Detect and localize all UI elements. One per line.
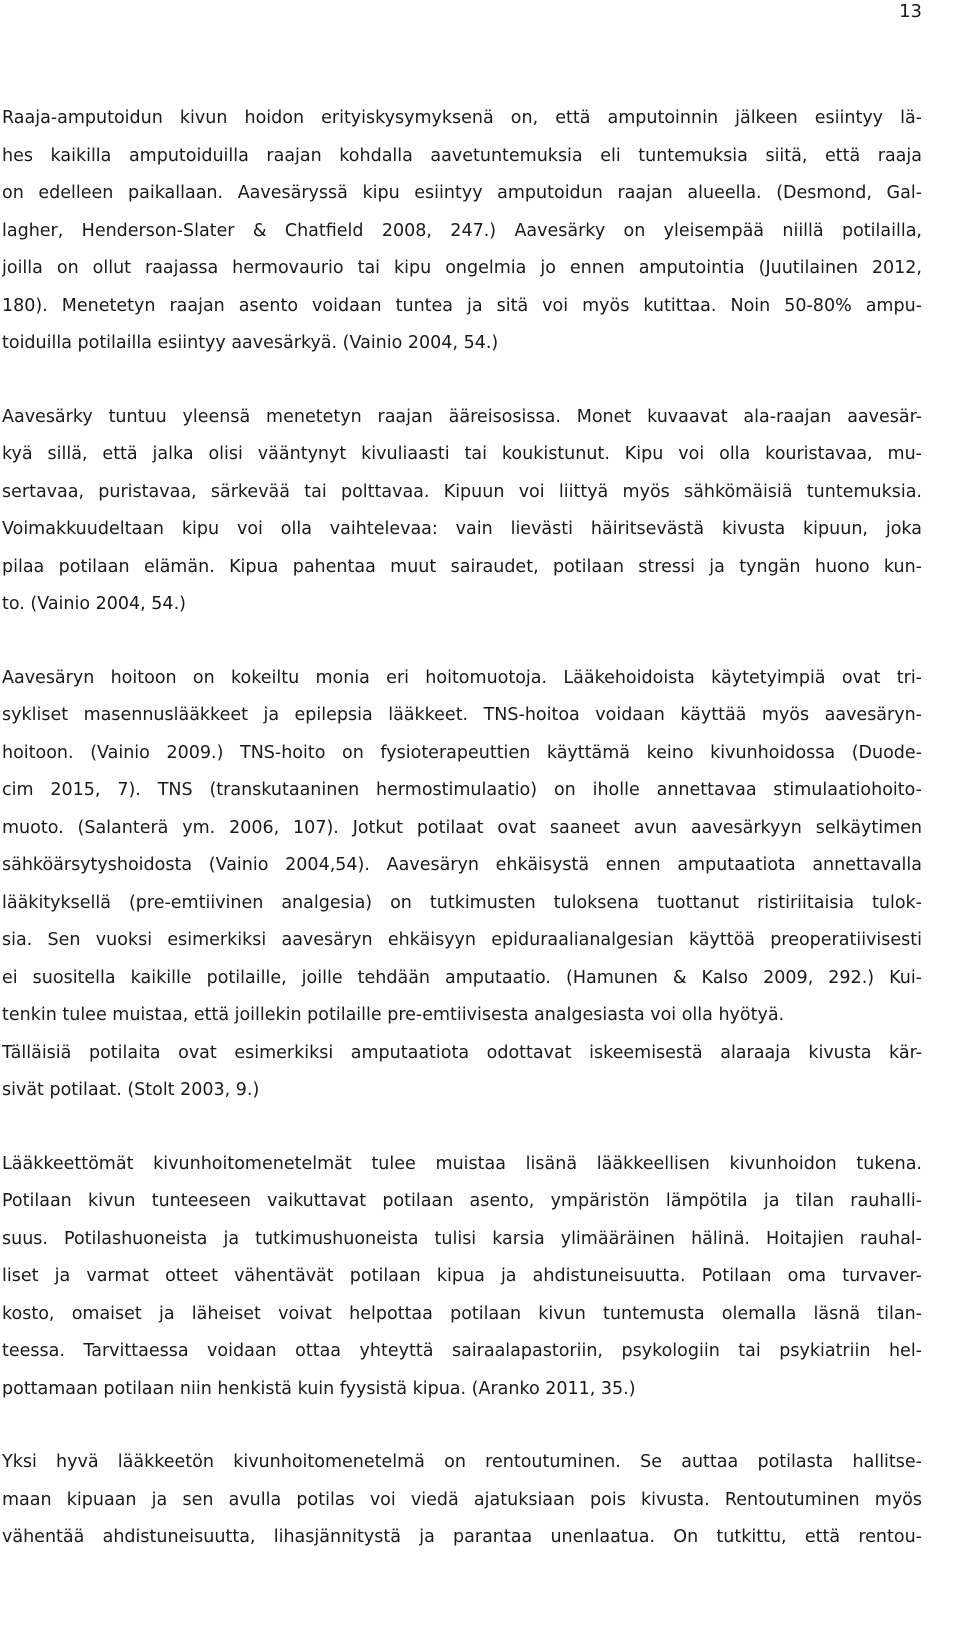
text-line: cim 2015, 7). TNS (transkutaaninen hermostimulaatio) on iholle annettavaa stimulaatiohoito- xyxy=(2,780,922,800)
text-line: joilla on ollut raajassa hermovaurio tai kipu ongelmia jo ennen amputointia (Juutilainen 2012, xyxy=(2,258,922,278)
text-line: suus. Potilashuoneista ja tutkimushuoneista tulisi karsia ylimääräinen hälinä. Hoitajien rauhal- xyxy=(2,1228,922,1249)
text-line: sia. Sen vuoksi esimerkiksi aavesäryn ehkäisyyn epiduraalianalgesian käyttöä preoperatiivisesti xyxy=(2,930,922,950)
text-line: Aavesärky tuntuu yleensä menetetyn raajan ääreisosissa. Monet kuvaavat ala-raajan aavesär- xyxy=(2,406,922,427)
text-line: Potilaan kivun tunteeseen vaikuttavat potilaan asento, ympäristön lämpötila ja tilan rauhalli- xyxy=(2,1191,922,1211)
text-line: sertavaa, puristavaa, särkevää tai polttavaa. Kipuun voi liittyä myös sähkömäisiä tuntemuksia. xyxy=(2,481,922,502)
text-line: kyä sillä, että jalka olisi vääntynyt kivuliaasti tai koukistunut. Kipu voi olla kouristavaa, mu- xyxy=(2,444,922,464)
paragraph xyxy=(2,1146,922,1409)
text-line: to. (Vainio 2004, 54.) xyxy=(2,594,186,614)
text-line: maan kipuaan ja sen avulla potilas voi viedä ajatuksiaan pois kivusta. Rentoutuminen myös xyxy=(2,1489,922,1510)
paragraph xyxy=(2,100,922,363)
text-line: sähköärsytyshoidosta (Vainio 2004,54). Aavesäryn ehkäisystä ennen amputaatiota annettavalla xyxy=(2,855,922,875)
text-line: pottamaan potilaan niin henkistä kuin fyysistä kipua. (Aranko 2011, 35.) xyxy=(2,1378,636,1399)
text-line: lääkityksellä (pre-emtiivinen analgesia) on tutkimusten tuloksena tuottanut ristiriitaisia tulok- xyxy=(2,892,922,913)
text-line: Tälläisiä potilaita ovat esimerkiksi amputaatiota odottavat iskeemisestä alaraaja kivusta kär- xyxy=(2,1042,922,1063)
text-line: ei suositella kaikille potilaille, joille tehdään amputaatio. (Hamunen & Kalso 2009, 292.) Kui- xyxy=(2,967,922,988)
paragraph xyxy=(2,660,922,1110)
text-line: sivät potilaat. (Stolt 2003, 9.) xyxy=(2,1080,260,1100)
text-line: Raaja-amputoidun kivun hoidon erityiskysymyksenä on, että amputoinnin jälkeen esiintyy lä- xyxy=(2,108,922,128)
page-number: 13 xyxy=(899,1,922,22)
text-line: Voimakkuudeltaan kipu voi olla vaihtelevaa: vain lievästi häiritsevästä kivusta kipuun, joka xyxy=(2,519,922,539)
text-line: teessa. Tarvittaessa voidaan ottaa yhteyttä sairaalapastoriin, psykologiin tai psykiatriin hel- xyxy=(2,1341,922,1361)
paragraph xyxy=(2,1444,922,1557)
text-line: Aavesäryn hoitoon on kokeiltu monia eri hoitomuotoja. Lääkehoidoista käytetyimpiä ovat tri- xyxy=(2,667,922,688)
text-line: lagher, Henderson-Slater & Chatfield 2008, 247.) Aavesärky on yleisempää niillä potilailla, xyxy=(2,220,922,241)
text-line: 180). Menetetyn raajan asento voidaan tuntea ja sitä voi myös kutittaa. Noin 50-80% ampu- xyxy=(2,295,922,316)
text-line: pilaa potilaan elämän. Kipua pahentaa muut sairaudet, potilaan stressi ja tyngän huono kun- xyxy=(2,556,922,577)
text-line: kosto, omaiset ja läheiset voivat helpottaa potilaan kivun tuntemusta olemalla läsnä tilan- xyxy=(2,1303,922,1324)
text-line: Yksi hyvä lääkkeetön kivunhoitomenetelmä on rentoutuminen. Se auttaa potilasta hallitse- xyxy=(2,1452,922,1472)
text-line: hes kaikilla amputoiduilla raajan kohdalla aavetuntemuksia eli tuntemuksia siitä, että raaja xyxy=(2,145,922,166)
text-line: vähentää ahdistuneisuutta, lihasjännitystä ja parantaa unenlaatua. On tutkittu, että rentou- xyxy=(2,1527,922,1547)
paragraph xyxy=(2,399,922,624)
text-line: toiduilla potilailla esiintyy aavesärkyä. (Vainio 2004, 54.) xyxy=(2,333,499,353)
text-line: Lääkkeettömät kivunhoitomenetelmät tulee muistaa lisänä lääkkeellisen kivunhoidon tukena. xyxy=(2,1153,922,1174)
text-line: tenkin tulee muistaa, että joillekin potilaille pre-emtiivisesta analgesiasta voi olla hyötyä. xyxy=(2,1005,785,1025)
text-line: on edelleen paikallaan. Aavesäryssä kipu esiintyy amputoidun raajan alueella. (Desmond, Gal- xyxy=(2,183,922,203)
text-line: liset ja varmat otteet vähentävät potilaan kipua ja ahdistuneisuutta. Potilaan oma turvaver- xyxy=(2,1266,922,1286)
document-body xyxy=(2,100,922,1593)
text-line: sykliset masennuslääkkeet ja epilepsia lääkkeet. TNS-hoitoa voidaan käyttää myös aavesäryn- xyxy=(2,705,922,725)
text-line: muoto. (Salanterä ym. 2006, 107). Jotkut potilaat ovat saaneet avun aavesärkyyn selkäytimen xyxy=(2,817,922,838)
text-line: hoitoon. (Vainio 2009.) TNS-hoito on fysioterapeuttien käyttämä keino kivunhoidossa (Duode- xyxy=(2,742,922,763)
